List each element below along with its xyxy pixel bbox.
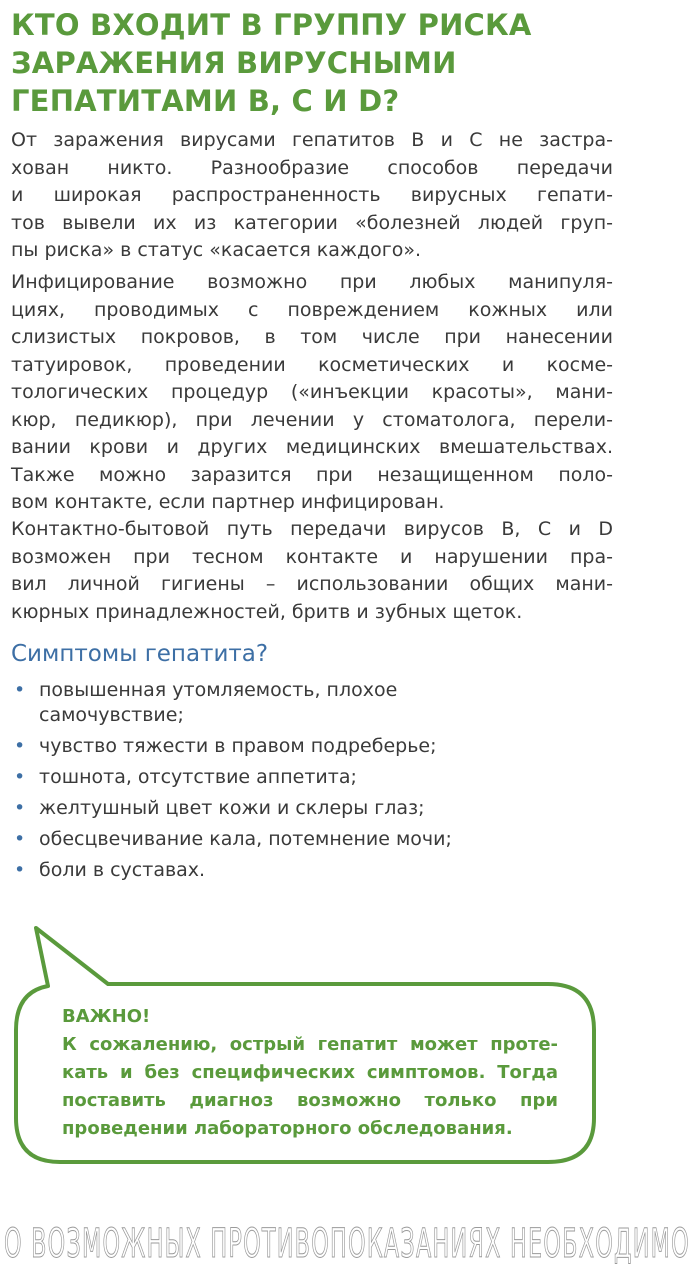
list-item-text: повышенная утомляемость, плохое <box>39 679 398 701</box>
text-line: тов вывели их из категории «болезней людей груп- <box>11 211 613 234</box>
text-line: вом контакте, если партнер инфицирован. <box>11 491 445 513</box>
text-line: и широкая распространенность вирусных гепати- <box>11 184 613 206</box>
page-title <box>11 6 611 120</box>
symptoms-list <box>11 678 571 889</box>
list-item-text: чувство тяжести в правом подреберье; <box>39 735 437 757</box>
text-line: слизистых покровов, в том числе при нанесении <box>11 326 613 348</box>
bullet-icon: • <box>14 859 26 881</box>
list-item-text: боли в суставах. <box>39 859 206 881</box>
text-line: хован никто. Разнообразие способов передачи <box>11 156 613 179</box>
text-line: Также можно заразится при незащищенном поло- <box>11 463 613 486</box>
text-line: От заражения вирусами гепатитов В и С не застра- <box>11 129 613 151</box>
title-line: ГЕПАТИТАМИ В, С И D? <box>11 84 400 118</box>
symptoms-heading: Симптомы гепатита? <box>11 641 269 667</box>
paragraph <box>11 269 613 517</box>
footer-text: О ВОЗМОЖНЫХ ПРОТИВОПОКАЗАНИЯХ НЕОБХОДИМО <box>4 1221 690 1267</box>
text-line: татуировок, проведении косметических и косме- <box>11 353 613 376</box>
bullet-icon: • <box>14 766 26 788</box>
text-line: пы риска» в статус «касается каждого». <box>11 239 422 261</box>
text-line: Инфицирование возможно при любых манипуля- <box>11 271 613 293</box>
bullet-icon: • <box>14 828 26 850</box>
list-item <box>11 678 571 728</box>
list-item <box>11 796 571 821</box>
text-line: вил личной гигиены – использовании общих мани- <box>11 573 613 595</box>
text-line: тологических процедур («инъекции красоты», мани- <box>11 381 613 403</box>
text-line: возможен при тесном контакте и нарушении пра- <box>11 545 613 568</box>
paragraph <box>11 127 613 265</box>
list-item <box>11 765 571 790</box>
title-line: КТО ВХОДИТ В ГРУППУ РИСКА <box>11 8 532 42</box>
important-note <box>62 1003 558 1143</box>
paragraph-household-transmission <box>11 516 613 626</box>
note-line: К сожалению, острый гепатит может проте- <box>62 1034 558 1055</box>
text-line: Контактно-бытовой путь передачи вирусов В, С и D <box>11 518 613 540</box>
note-line: поставить диагноз возможно только при <box>62 1090 558 1111</box>
paragraph-infection-routes <box>11 269 613 517</box>
note-line: проведении лабораторного обследования. <box>62 1118 513 1139</box>
note-heading: ВАЖНО! <box>62 1006 151 1027</box>
list-item <box>11 734 571 759</box>
title-line: ЗАРАЖЕНИЯ ВИРУСНЫМИ <box>11 46 457 80</box>
note-line: кать и без специфических симптомов. Тогда <box>62 1062 558 1083</box>
bullet-icon: • <box>14 797 26 819</box>
text-line: кюрных принадлежностей, бритв и зубных щеток. <box>11 600 523 623</box>
bullet-icon: • <box>14 679 26 701</box>
list-item-text: желтушный цвет кожи и склеры глаз; <box>39 797 425 819</box>
footer-banner <box>4 1218 690 1280</box>
list-item-text: самочувствие; <box>39 704 184 726</box>
list-item <box>11 858 571 883</box>
paragraph-risk-everyone <box>11 127 613 265</box>
list-item-text: обесцвечивание кала, потемнение мочи; <box>39 828 452 850</box>
bullet-icon: • <box>14 735 26 757</box>
paragraph <box>11 516 613 626</box>
list-item-text: тошнота, отсутствие аппетита; <box>39 766 357 788</box>
list-item <box>11 827 571 852</box>
text-line: кюр, педикюр), при лечении у стоматолога, перели- <box>11 408 613 431</box>
text-line: вании крови и других медицинских вмешательствах. <box>11 436 613 458</box>
text-line: циях, проводимых с повреждением кожных или <box>11 298 613 321</box>
